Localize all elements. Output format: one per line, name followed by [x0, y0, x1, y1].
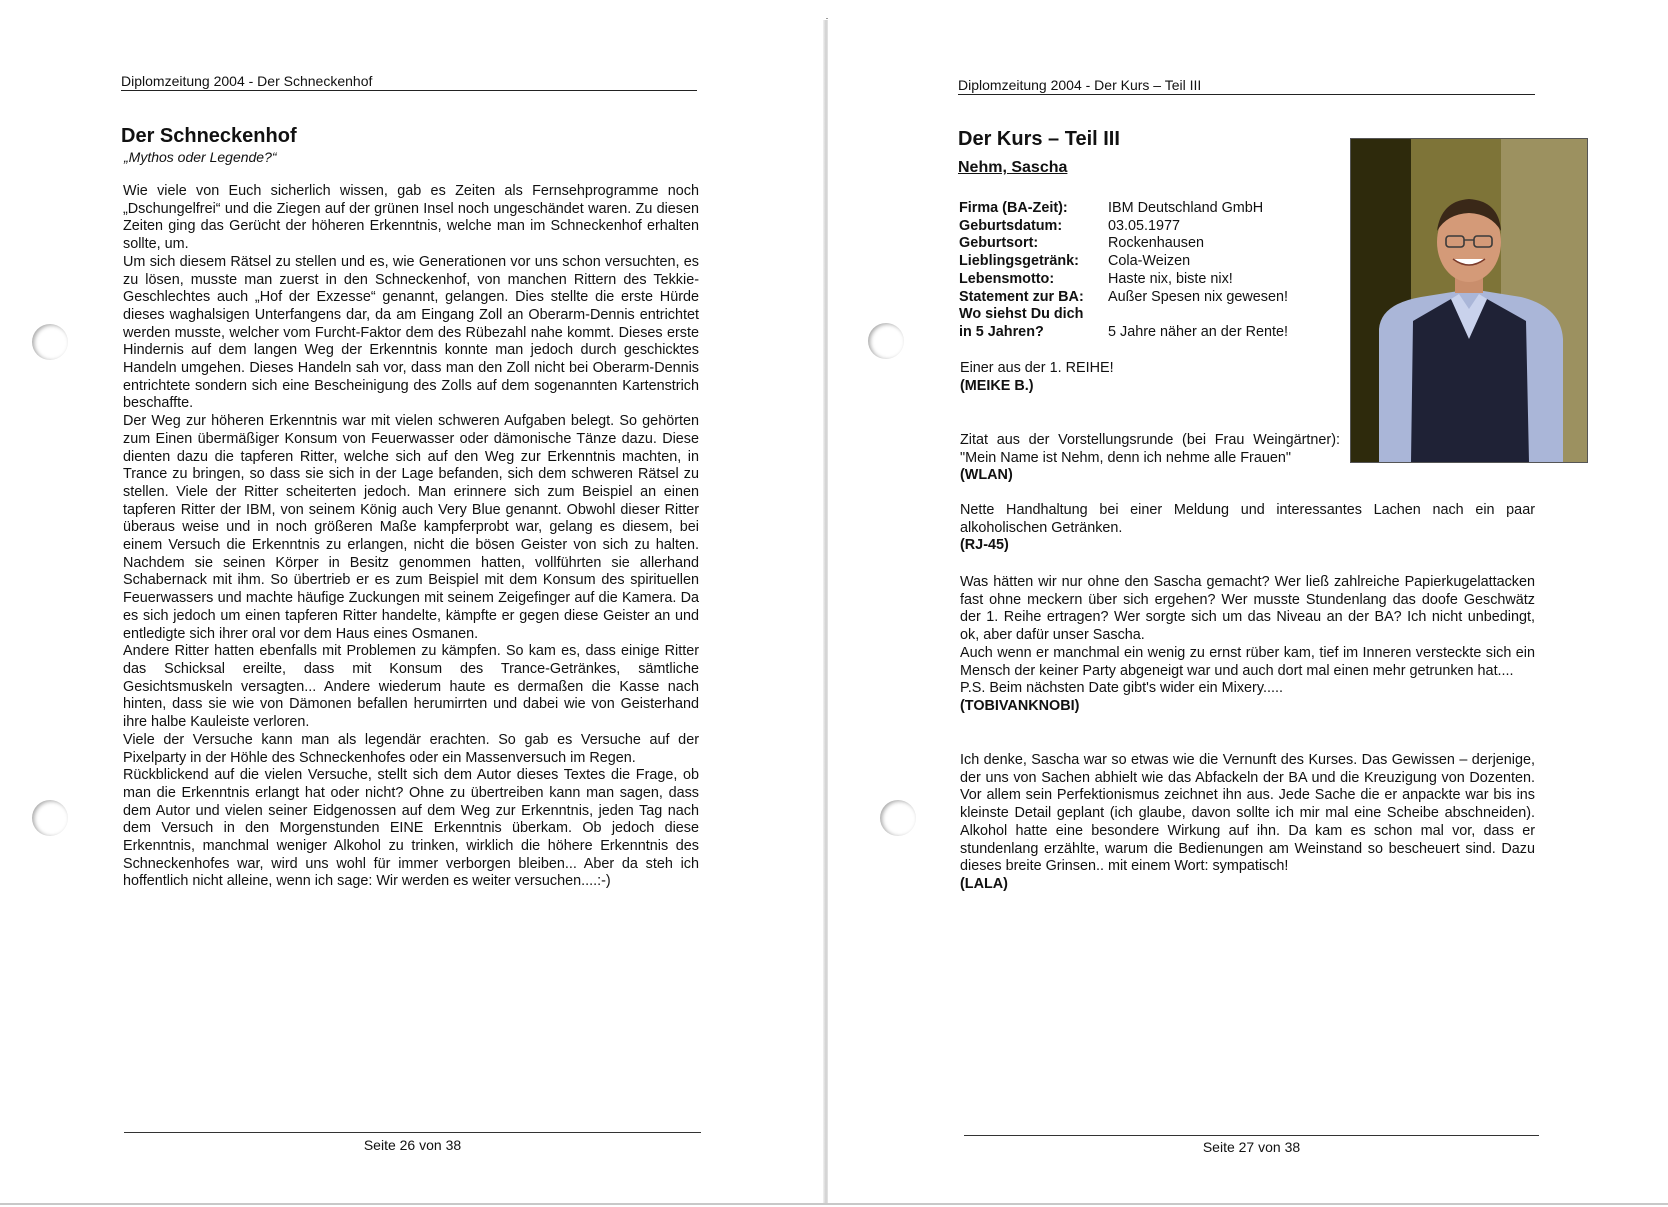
profile-value: Rockenhausen — [1108, 235, 1205, 252]
profile-value: Cola-Weizen — [1108, 253, 1191, 270]
quote-signature: (TOBIVANKNOBI) — [960, 697, 1080, 714]
quote-text: Was hätten wir nur ohne den Sascha gemacht? Wer ließ zahlreiche Papierkugelattacken fast ohne meckern über sich ergehen? Wer musste Stundenlang das doofe Geschwätz der 1. Reihe ertragen? Wer sorgte sich um das Niveau an der BA? Ich nicht unbedingt, ok, aber dafür unser Sascha. — [960, 574, 1535, 644]
footer-rule — [124, 1132, 701, 1133]
quote-text: P.S. Beim nächsten Date gibt's wider ein Mixery..... — [960, 680, 1283, 697]
profile-label: Lieblingsgetränk: — [959, 253, 1079, 270]
profile-value: Außer Spesen nix gewesen! — [1108, 288, 1288, 305]
profile-row — [959, 289, 1339, 307]
profile-value: 03.05.1977 — [1108, 217, 1181, 234]
person-name: Nehm, Sascha — [958, 159, 1068, 176]
quote-text: Zitat aus der Vorstellungsrunde (bei Frau Weingärtner): "Mein Name ist Nehm, denn ich nehme alle Frauen" — [960, 432, 1340, 466]
quote-text: Nette Handhaltung bei einer Meldung und interessantes Lachen nach ein paar alkoholischen Getränken. — [960, 502, 1535, 536]
quote-text: Einer aus der 1. REIHE! — [960, 360, 1114, 376]
profile-row — [959, 235, 1339, 253]
profile-label: Lebensmotto: — [959, 270, 1055, 287]
profile-row — [959, 253, 1339, 271]
profile-row — [959, 271, 1339, 289]
profile-row — [959, 218, 1339, 236]
profile-row — [959, 306, 1339, 324]
paragraph: Der Weg zur höheren Erkenntnis war mit vielen schweren Aufgaben belegt. So gehörten zum Einen übermäßiger Konsum von Feuerwasser oder dämonische Tänze dazu. Diese dienten dazu die tapferen Ritter, welche sich auf den Weg zur Erkenntnis machten, in Trance zu bringen, so dass sie sich in der Lage befanden, sich dem schweren Rätsel zu stellen. Viele der Ritter scheiterten jedoch. Man erinnere sich zum Beispiel an einen tapferen Ritter der IBM, von seinem König auch Very Blue genannt. Obwohl dieser Ritter überaus weise und in noch größeren Maße kampferprobt war, gelang es diesem, bei einem Versuch die Erkenntnis zu erlangen, nicht die bösen Geister von sich zu halten. Nachdem sie seinen Körper in Besitz genommen hatten, vollführten sie allerhand Schabernack mit ihm. So übertrieb er es zum Beispiel mit dem Konsum des spirituellen Feuerwassers und machte häufige Zuckungen mit seinem Zeigefinger auf die Kamera. Da es sich jedoch um einen tapferen Ritter handelte, kämpfte er gegen diese Geister an und entledigte sich ihrer oral vor dem Haus eines Osmanen. — [123, 413, 699, 642]
paragraph: Rückblickend auf die vielen Versuche, stellt sich dem Autor dieses Textes die Frage, ob man die Erkenntnis erlangt hat oder nicht? Ohne zu übertreiben kann man sagen, dass dem Autor und vielen seiner Eidgenossen auf dem Weg zur Erkenntnis, jeden Tag nach dem Versuch in den Morgenstunden EINE Erkenntnis überkam. Ob jedoch diese Erkenntnis, manchmal weniger Alkohol zu trinken, wirklich die höhere Erkenntnis des Schneckenhofes war, wird uns wohl für immer verborgen bleiben... Aber da steh ich hoffentlich nicht alleine, wenn ich sage: Wir werden es weiter versuchen....:-) — [123, 767, 699, 890]
profile-value: 5 Jahre näher an der Rente! — [1108, 323, 1289, 340]
profile-value: IBM Deutschland GmbH — [1108, 200, 1264, 216]
profile-value — [1108, 306, 1339, 324]
right-page — [828, 0, 1668, 1207]
quote-block — [960, 360, 1530, 395]
profile-label: in 5 Jahren? — [959, 323, 1044, 340]
punch-hole — [868, 323, 904, 359]
punch-hole — [880, 800, 916, 836]
footer-rule — [964, 1135, 1539, 1136]
quote-block — [960, 432, 1340, 485]
article-body — [123, 183, 699, 891]
profile-label: Firma (BA-Zeit): — [959, 200, 1068, 216]
portrait-illustration — [1351, 139, 1587, 462]
profile-label: Wo siehst Du dich — [959, 306, 1084, 323]
page-number: Seite 26 von 38 — [363, 1137, 462, 1153]
quote-signature: (WLAN) — [960, 467, 1013, 484]
page-number: Seite 27 von 38 — [1202, 1139, 1301, 1155]
profile-label: Geburtsdatum: — [959, 217, 1063, 234]
paragraph: Andere Ritter hatten ebenfalls mit Problemen zu kämpfen. So kam es, dass einige Ritter das Schicksal ereilte, dass mit Konsum des Trance-Getränkes, sämtliche Gesichtsmuskeln versagten... Andere wiederum haute es dermaßen die Kasse nach hinten, dass sie wie von Dämonen befallen herumirrten und dabei wie von Geisterhand ihre halbe Kauleiste verloren. — [123, 643, 699, 731]
page-header: Diplomzeitung 2004 - Der Kurs – Teil III — [958, 77, 1535, 95]
quote-signature: (LALA) — [960, 875, 1008, 892]
profile-value: Haste nix, biste nix! — [1108, 270, 1233, 287]
punch-hole — [32, 800, 68, 836]
profile-row — [959, 200, 1339, 218]
quote-block — [960, 752, 1535, 894]
punch-hole — [32, 324, 68, 360]
quote-text: Ich denke, Sascha war so etwas wie die Vernunft des Kurses. Das Gewissen – derjenige, der uns von Sachen abhielt wie das Abfackeln der BA und die Kreuzigung von Dozenten. Vor allem sein Perfektionismus zeichnet ihn aus. Jede Sache die er anpackte war bis ins kleinste Detail geplant (ich glaube, davon sollte ich mir mal eine Scheibe abschneiden). Alkohol hatte eine besondere Wirkung auf ihn. Da kam es schon mal vor, dass er stundenlang erzählte, warum die Bedienungen am Weinstand so bescheuert sind. Dazu dieses breite Grinsen.. mit einem Wort: sympatisch! — [960, 752, 1535, 875]
paragraph: Wie viele von Euch sicherlich wissen, gab es Zeiten als Fernsehprogramme noch „Dschungelfrei“ und die Ziegen auf der grünen Insel noch ungeschändet waren. Zu diesen Zeiten ging das Gerücht der höheren Erkenntnis, welche man im Schneckenhof erhalten sollte, um. — [123, 183, 699, 253]
quote-signature: (RJ-45) — [960, 537, 1009, 554]
article-title: Der Schneckenhof — [121, 125, 297, 147]
quote-block — [960, 502, 1535, 555]
profile-label: Statement zur BA: — [959, 288, 1084, 305]
quote-text: Auch wenn er manchmal ein wenig zu ernst rüber kam, tief im Inneren versteckte sich ein Mensch der keiner Party abgeneigt war und auch dort mal einen mehr getrunken hat.... — [960, 644, 1535, 679]
profile-row — [959, 324, 1339, 342]
page-bottom-edge — [0, 1203, 1668, 1205]
quote-block — [960, 574, 1535, 716]
paragraph: Viele der Versuche kann man als legendär erachten. So gab es Versuche auf der Pixelparty in der Höhle des Schneckenhofes oder ein Massenversuch im Regen. — [123, 731, 699, 766]
portrait-photo — [1350, 138, 1588, 463]
article-subtitle: „Mythos oder Legende?“ — [124, 149, 277, 165]
quote-signature: (MEIKE B.) — [960, 377, 1034, 394]
profile-label: Geburtsort: — [959, 235, 1039, 252]
page-header: Diplomzeitung 2004 - Der Schneckenhof — [121, 73, 697, 91]
paragraph: Um sich diesem Rätsel zu stellen und es, wie Generationen vor uns schon versuchten, es zu lösen, musste man zuerst in den Schneckenhof, von manchen Rittern des Tekkie-Geschlechtes auch „Hof der Exzesse“ genannt, gelangen. Dies stellte die erste Hürde dieses waghalsigen Unterfangens dar, da am Eingang Zoll an Oberarm-Dennis entrichtet werden musste, welcher vom Furcht-Faktor dem des Rübezahl nahe kommt. Dieses erste Hindernis auf dem langen Weg der Erkenntnis konnte man jedoch durch geschicktes Handeln umgehen. Dieses Handeln sah vor, dass man den Zoll nicht bei Oberarm-Dennis entrichtete sondern sich eine Bescheinigung des Zolls auf dem sogenannten Kartenstrich beschaffte. — [123, 253, 699, 412]
profile-table — [959, 200, 1339, 342]
left-page — [0, 0, 826, 1207]
article-title: Der Kurs – Teil III — [958, 128, 1120, 150]
